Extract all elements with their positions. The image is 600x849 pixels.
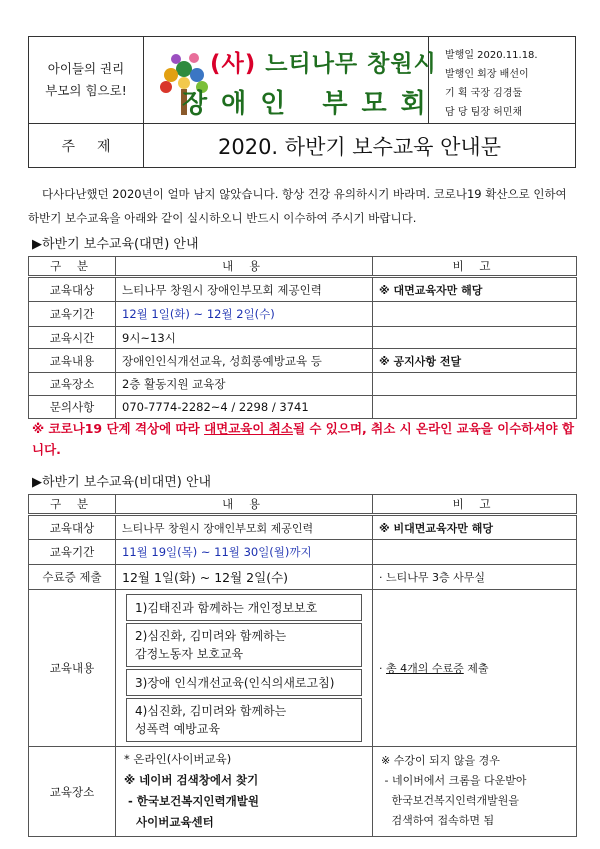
table-row — [29, 327, 577, 349]
letterhead — [28, 36, 576, 124]
place-list — [116, 747, 373, 837]
place-line: ※ 네이버 검색창에서 찾기 — [124, 773, 259, 787]
row-label: 교육시간 — [29, 327, 116, 349]
row-content: 12월 1일(화) ~ 12월 2일(수) — [116, 565, 373, 590]
row-note — [373, 302, 577, 327]
row-content: 느티나무 창원시 장애인부모회 제공인력 — [116, 277, 373, 302]
course-title: 2)심진화, 김미려와 함께하는 — [135, 629, 287, 643]
table-row — [29, 277, 577, 302]
place-line: - 한국보건복지인력개발원 — [124, 794, 259, 808]
table-row — [29, 565, 577, 590]
subject-row — [28, 124, 576, 168]
note-text-a: · — [379, 662, 386, 675]
col-header-category: 구 분 — [29, 257, 116, 277]
row-note — [373, 373, 577, 396]
row-label: 수료증 제출 — [29, 565, 116, 590]
place-line: * 온라인(사이버교육) — [124, 752, 232, 766]
row-content: 070-7774-2282~4 / 2298 / 3741 — [116, 396, 373, 419]
course-list — [116, 590, 373, 747]
online-table — [28, 494, 577, 837]
course-item — [126, 594, 362, 621]
table-row — [29, 373, 577, 396]
table-row — [29, 396, 577, 419]
publisher: 발행인 회장 배선이 — [445, 69, 529, 80]
course-item — [126, 669, 362, 696]
row-note — [373, 540, 577, 565]
row-note — [373, 590, 577, 747]
org-name-prefix: (사) — [210, 51, 257, 77]
cancellation-warning — [32, 418, 580, 460]
row-note — [373, 396, 577, 419]
slogan — [29, 37, 144, 123]
row-content: 9시~13시 — [116, 327, 373, 349]
section-heading-in-person: ▶하반기 보수교육(대면) 안내 — [32, 237, 199, 252]
help-line: ※ 수강이 되지 않을 경우 — [381, 754, 500, 767]
planner: 기 획 국장 김경둘 — [445, 88, 523, 99]
manager: 담 당 팀장 허민채 — [445, 107, 523, 118]
note-text-c: 제출 — [463, 662, 489, 675]
col-header-category: 구 분 — [29, 495, 116, 515]
course-title: 1)김태진과 함께하는 개인정보보호 — [135, 601, 318, 615]
row-content: 장애인인식개선교육, 성희롱예방교육 등 — [116, 349, 373, 373]
place-line: 사이버교육센터 — [124, 815, 214, 829]
intro-text: 다사다난했던 2020년이 얼마 남지 않았습니다. 항상 건강 유의하시기 바라며. 코로나19 확산으로 인하여 하반기 보수교육을 아래와 같이 실시하오니 반드시 이수하여 주시기 바랍니다. — [28, 187, 567, 225]
row-note: ※ 공지사항 전달 — [373, 349, 577, 373]
course-title: 4)심진화, 김미려와 함께하는 — [135, 704, 287, 718]
col-header-note: 비 고 — [373, 495, 577, 515]
row-note — [373, 327, 577, 349]
table-row — [29, 349, 577, 373]
warning-text-a: ※ 코로나19 단계 격상에 따라 — [32, 421, 205, 436]
table-row — [29, 515, 577, 540]
help-line: 검색하여 접속하면 됨 — [381, 814, 495, 827]
org-subtitle: 장애인 부모회 — [182, 89, 440, 119]
course-subtitle: 성폭력 예방교육 — [135, 722, 220, 736]
org-name — [210, 45, 437, 78]
table-row — [29, 302, 577, 327]
table-row — [29, 747, 577, 837]
warning-text-c: 될 수 있으며, 취소 시 온라인 교육을 이수하셔야 합니다. — [32, 421, 575, 457]
col-header-note: 비 고 — [373, 257, 577, 277]
row-label: 교육장소 — [29, 747, 116, 837]
course-item — [126, 623, 362, 667]
course-item — [126, 698, 362, 742]
row-label: 교육내용 — [29, 349, 116, 373]
row-label: 교육기간 — [29, 540, 116, 565]
in-person-table — [28, 256, 577, 419]
row-note: ※ 대면교육자만 해당 — [373, 277, 577, 302]
col-header-content: 내 용 — [116, 257, 373, 277]
row-label: 교육기간 — [29, 302, 116, 327]
section-heading-online: ▶하반기 보수교육(비대면) 안내 — [32, 475, 212, 490]
table-row — [29, 590, 577, 747]
row-content: 느티나무 창원시 장애인부모회 제공인력 — [116, 515, 373, 540]
table-row — [29, 540, 577, 565]
note-text-underlined: 총 4개의 수료증 — [386, 662, 464, 675]
warning-text-underlined: 대면교육이 취소 — [204, 421, 293, 436]
row-content: 11월 19일(목) ~ 11월 30일(월)까지 — [116, 540, 373, 565]
row-note: · 느티나무 3층 사무실 — [373, 565, 577, 590]
publication-info — [429, 37, 575, 123]
col-header-content: 내 용 — [116, 495, 373, 515]
slogan-line-1: 아이들의 권리 — [47, 61, 125, 76]
row-content: 2층 활동지원 교육장 — [116, 373, 373, 396]
row-label: 교육대상 — [29, 515, 116, 540]
help-line: 한국보건복지인력개발원을 — [381, 794, 520, 807]
course-subtitle: 감정노동자 보호교육 — [135, 647, 244, 661]
row-label: 문의사항 — [29, 396, 116, 419]
row-label: 교육내용 — [29, 590, 116, 747]
document-title: 2020. 하반기 보수교육 안내문 — [217, 134, 501, 159]
subject-label: 주제 — [29, 124, 144, 167]
org-name-text: 느티나무 창원시 — [265, 51, 437, 77]
intro-paragraph — [28, 182, 576, 230]
row-label: 교육대상 — [29, 277, 116, 302]
access-help — [373, 747, 577, 837]
row-note: ※ 비대면교육자만 해당 — [373, 515, 577, 540]
slogan-line-2: 부모의 힘으로! — [45, 83, 127, 98]
row-content: 12월 1일(화) ~ 12월 2일(수) — [116, 302, 373, 327]
course-title: 3)장애 인식개선교육(인식의새로고침) — [135, 676, 335, 690]
row-label: 교육장소 — [29, 373, 116, 396]
publish-date: 발행일 2020.11.18. — [445, 50, 538, 61]
org-block — [144, 37, 440, 123]
help-line: - 네이버에서 크롬을 다운받아 — [381, 774, 527, 787]
